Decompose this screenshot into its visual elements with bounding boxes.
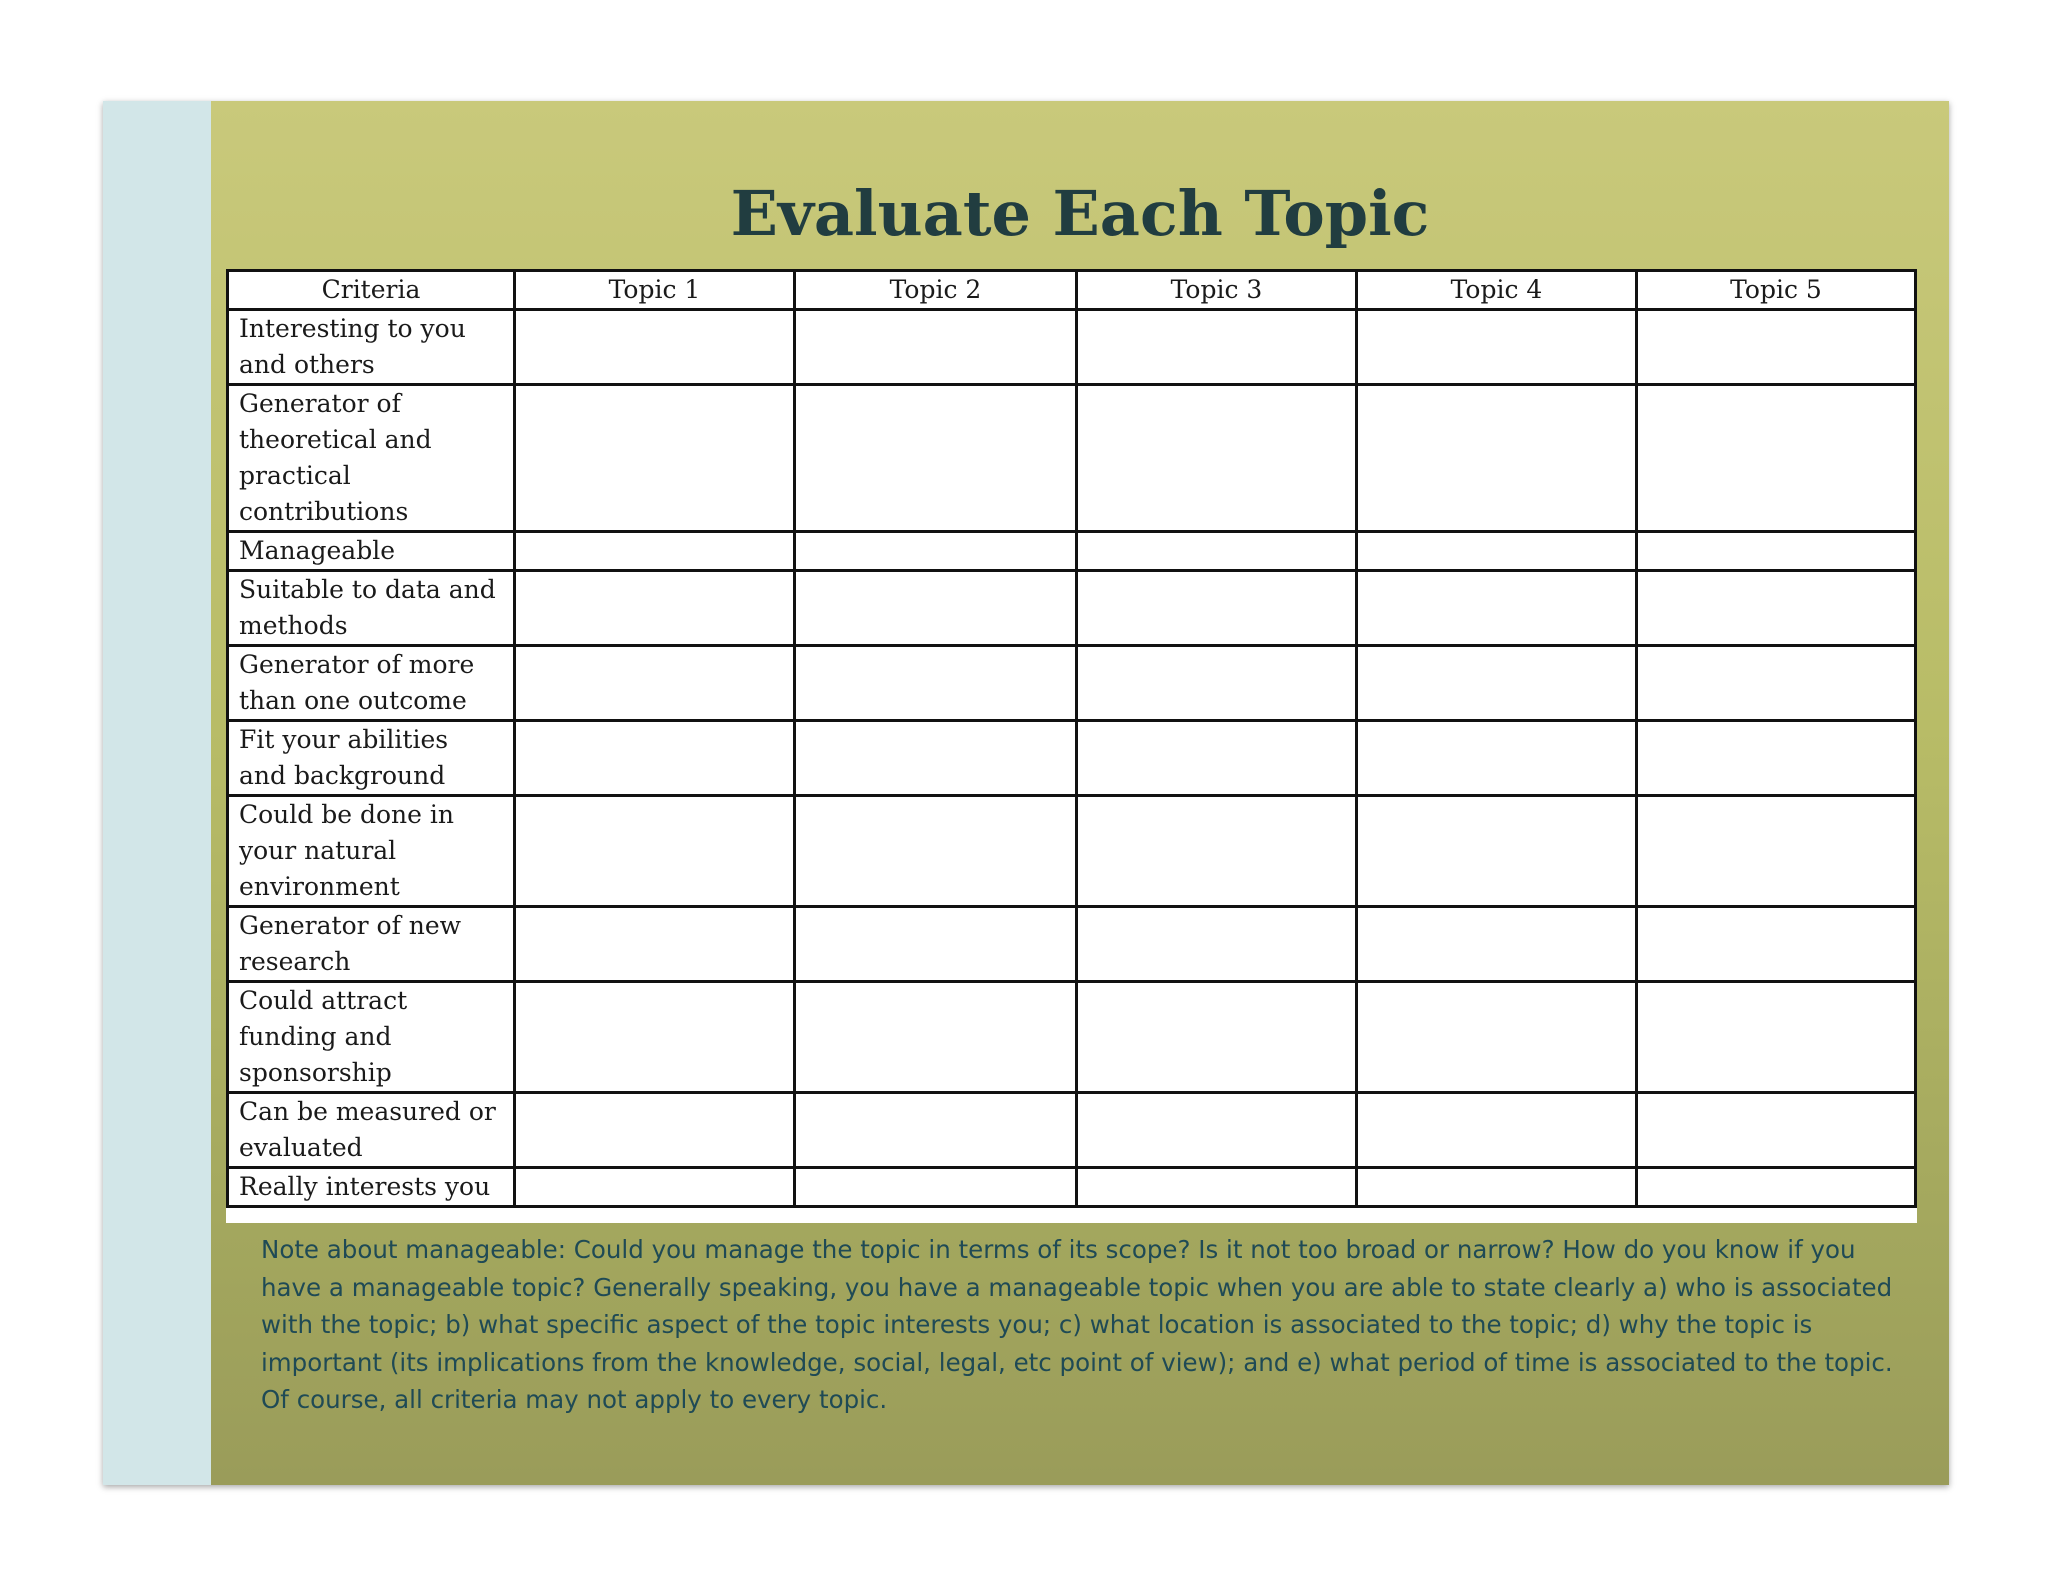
rating-cell[interactable] [1077,646,1357,721]
side-accent-band [103,101,211,1485]
header-topic-3: Topic 3 [1077,271,1357,310]
rating-cell[interactable] [1357,1168,1637,1207]
rating-cell[interactable] [1637,310,1916,385]
rating-cell[interactable] [515,1168,795,1207]
rating-cell[interactable] [795,310,1077,385]
rating-cell[interactable] [515,721,795,796]
table-row [228,796,1916,907]
table-row [228,907,1916,982]
rating-cell[interactable] [515,571,795,646]
rating-cell[interactable] [1637,721,1916,796]
table-row [228,1168,1916,1207]
slide [103,101,1949,1485]
rating-cell[interactable] [1077,385,1357,532]
rating-cell[interactable] [1357,1093,1637,1168]
rating-cell[interactable] [795,646,1077,721]
rating-cell[interactable] [795,385,1077,532]
manageable-note: Note about manageable: Could you manage the topic in terms of its scope? Is it not too broad or narrow? How do you know if you have a manageable topic? Generally speaking, you have a manageable topic when you are able to state clearly a) who is associated with the topic; b) what specific aspect of the topic interests you; c) what location is associated to the topic; d) why the topic is important (its implications from the knowledge, social, legal, etc point of view); and e) what period of time is associated to the topic. Of course, all criteria may not apply to every topic. [261,1235,1893,1414]
rating-cell[interactable] [795,532,1077,571]
criteria-cell: Generator of theoretical and practical contributions [228,385,515,532]
table-row [228,646,1916,721]
evaluation-table-panel [226,269,1917,1223]
rating-cell[interactable] [1077,1168,1357,1207]
rating-cell[interactable] [795,907,1077,982]
header-topic-1: Topic 1 [515,271,795,310]
rating-cell[interactable] [515,982,795,1093]
table-row [228,571,1916,646]
rating-cell[interactable] [1077,721,1357,796]
rating-cell[interactable] [1637,571,1916,646]
criteria-cell: Suitable to data and methods [228,571,515,646]
rating-cell[interactable] [515,907,795,982]
table-row [228,721,1916,796]
rating-cell[interactable] [1357,532,1637,571]
rating-cell[interactable] [1637,385,1916,532]
rating-cell[interactable] [1077,532,1357,571]
rating-cell[interactable] [1637,646,1916,721]
rating-cell[interactable] [515,532,795,571]
header-topic-2: Topic 2 [795,271,1077,310]
table-row [228,1093,1916,1168]
rating-cell[interactable] [1077,982,1357,1093]
rating-cell[interactable] [795,721,1077,796]
rating-cell[interactable] [1357,310,1637,385]
rating-cell[interactable] [795,571,1077,646]
rating-cell[interactable] [1077,796,1357,907]
criteria-cell: Fit your abilities and background [228,721,515,796]
rating-cell[interactable] [1077,907,1357,982]
header-criteria: Criteria [228,271,515,310]
criteria-cell: Generator of new research [228,907,515,982]
rating-cell[interactable] [515,310,795,385]
table-row [228,310,1916,385]
table-header-row [228,271,1916,310]
rating-cell[interactable] [795,1168,1077,1207]
criteria-cell: Could attract funding and sponsorship [228,982,515,1093]
rating-cell[interactable] [515,796,795,907]
rating-cell[interactable] [1077,571,1357,646]
evaluation-table [226,269,1917,1208]
rating-cell[interactable] [795,982,1077,1093]
table-row [228,385,1916,532]
rating-cell[interactable] [1637,532,1916,571]
table-row [228,982,1916,1093]
header-topic-4: Topic 4 [1357,271,1637,310]
rating-cell[interactable] [1357,982,1637,1093]
rating-cell[interactable] [1077,1093,1357,1168]
criteria-cell: Interesting to you and others [228,310,515,385]
page-title: Evaluate Each Topic [730,177,1430,250]
rating-cell[interactable] [1357,721,1637,796]
rating-cell[interactable] [795,1093,1077,1168]
criteria-cell: Can be measured or evaluated [228,1093,515,1168]
header-topic-5: Topic 5 [1637,271,1916,310]
rating-cell[interactable] [1357,646,1637,721]
rating-cell[interactable] [1637,1093,1916,1168]
rating-cell[interactable] [1357,571,1637,646]
rating-cell[interactable] [515,1093,795,1168]
criteria-cell: Manageable [228,532,515,571]
rating-cell[interactable] [1357,385,1637,532]
rating-cell[interactable] [515,646,795,721]
rating-cell[interactable] [1637,982,1916,1093]
criteria-cell: Could be done in your natural environment [228,796,515,907]
rating-cell[interactable] [515,385,795,532]
rating-cell[interactable] [1357,796,1637,907]
table-row [228,532,1916,571]
rating-cell[interactable] [795,796,1077,907]
criteria-cell: Really interests you [228,1168,515,1207]
rating-cell[interactable] [1637,796,1916,907]
criteria-cell: Generator of more than one outcome [228,646,515,721]
rating-cell[interactable] [1077,310,1357,385]
rating-cell[interactable] [1637,1168,1916,1207]
rating-cell[interactable] [1357,907,1637,982]
rating-cell[interactable] [1637,907,1916,982]
